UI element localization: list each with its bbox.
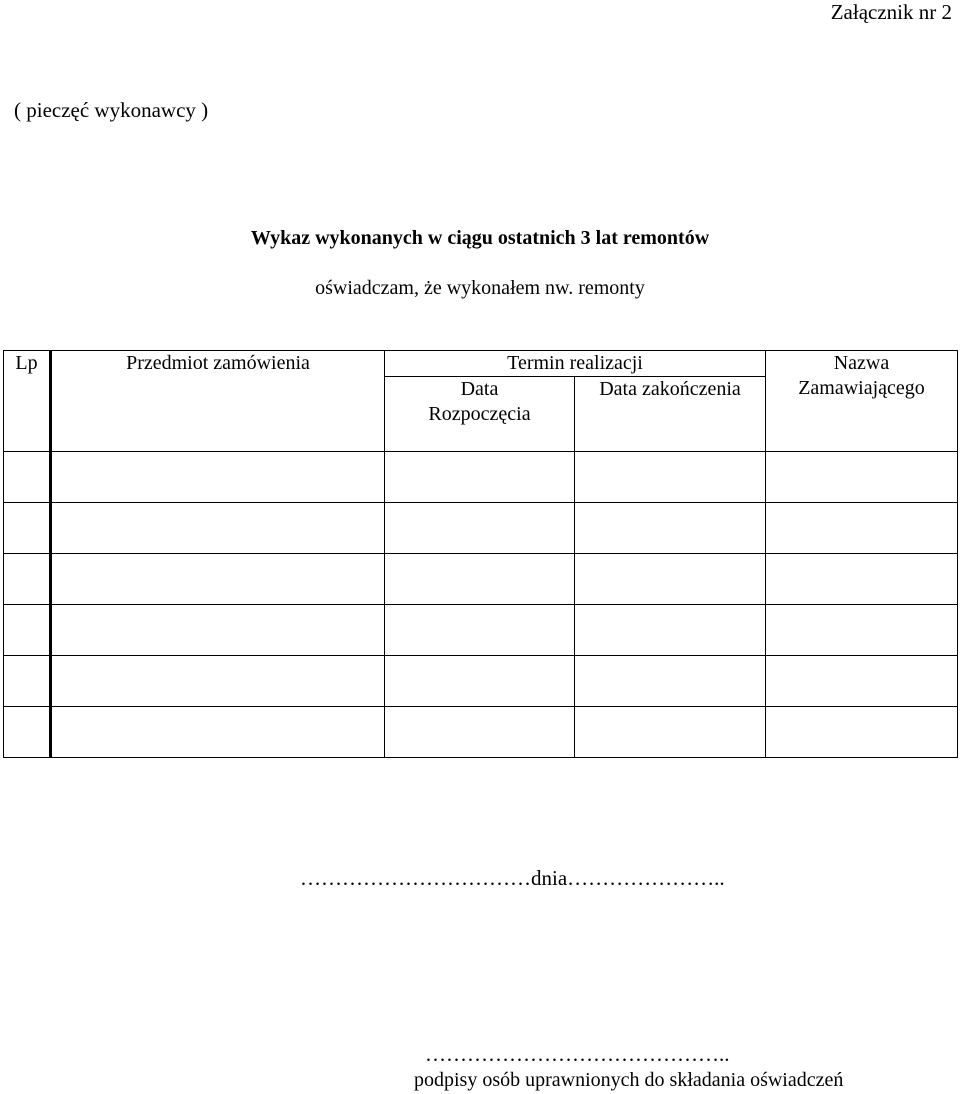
cell-lp[interactable] (4, 707, 51, 758)
contractor-stamp-label: ( pieczęć wykonawcy ) (14, 98, 209, 122)
cell-lp[interactable] (4, 452, 51, 503)
header-client-line1: Nazwa (833, 352, 890, 374)
cell-lp[interactable] (4, 605, 51, 656)
cell-start[interactable] (385, 707, 575, 758)
table-row (4, 452, 958, 503)
date-line: ……………………………dnia………………….. (300, 866, 725, 890)
cell-subject[interactable] (51, 656, 385, 707)
works-table (3, 350, 958, 758)
header-term: Termin realizacji (385, 351, 766, 377)
table-row (4, 503, 958, 554)
cell-lp[interactable] (4, 503, 51, 554)
cell-subject[interactable] (51, 554, 385, 605)
cell-subject[interactable] (51, 605, 385, 656)
cell-end[interactable] (575, 656, 766, 707)
table-row (4, 554, 958, 605)
cell-client[interactable] (766, 605, 958, 656)
cell-client[interactable] (766, 707, 958, 758)
cell-end[interactable] (575, 605, 766, 656)
header-lp: Lp (4, 351, 51, 452)
cell-start[interactable] (385, 554, 575, 605)
header-client (766, 351, 958, 452)
table-header-row (4, 351, 958, 377)
cell-start[interactable] (385, 656, 575, 707)
signature-dots: …………………………………….. (425, 1042, 730, 1066)
table-row (4, 605, 958, 656)
header-start-line1: Data (460, 378, 499, 400)
cell-start[interactable] (385, 503, 575, 554)
cell-end[interactable] (575, 707, 766, 758)
cell-client[interactable] (766, 503, 958, 554)
document-title: Wykaz wykonanych w ciągu ostatnich 3 lat remontów (250, 227, 710, 249)
cell-end[interactable] (575, 503, 766, 554)
cell-client[interactable] (766, 452, 958, 503)
table-row (4, 707, 958, 758)
signature-label: podpisy osób uprawnionych do składania oświadczeń (414, 1069, 844, 1091)
table-row (4, 656, 958, 707)
header-start-line2: Rozpoczęcia (428, 403, 531, 425)
document-subtitle: oświadczam, że wykonałem nw. remonty (315, 277, 645, 299)
attachment-label: Załącznik nr 2 (830, 0, 952, 24)
cell-subject[interactable] (51, 707, 385, 758)
header-start-date (385, 377, 575, 452)
cell-end[interactable] (575, 554, 766, 605)
cell-client[interactable] (766, 656, 958, 707)
cell-start[interactable] (385, 452, 575, 503)
header-subject: Przedmiot zamówienia (51, 351, 385, 452)
cell-start[interactable] (385, 605, 575, 656)
cell-lp[interactable] (4, 554, 51, 605)
cell-client[interactable] (766, 554, 958, 605)
cell-end[interactable] (575, 452, 766, 503)
cell-subject[interactable] (51, 503, 385, 554)
header-end-date: Data zakończenia (575, 377, 766, 452)
cell-lp[interactable] (4, 656, 51, 707)
header-client-line2: Zamawiającego (798, 377, 925, 399)
cell-subject[interactable] (51, 452, 385, 503)
